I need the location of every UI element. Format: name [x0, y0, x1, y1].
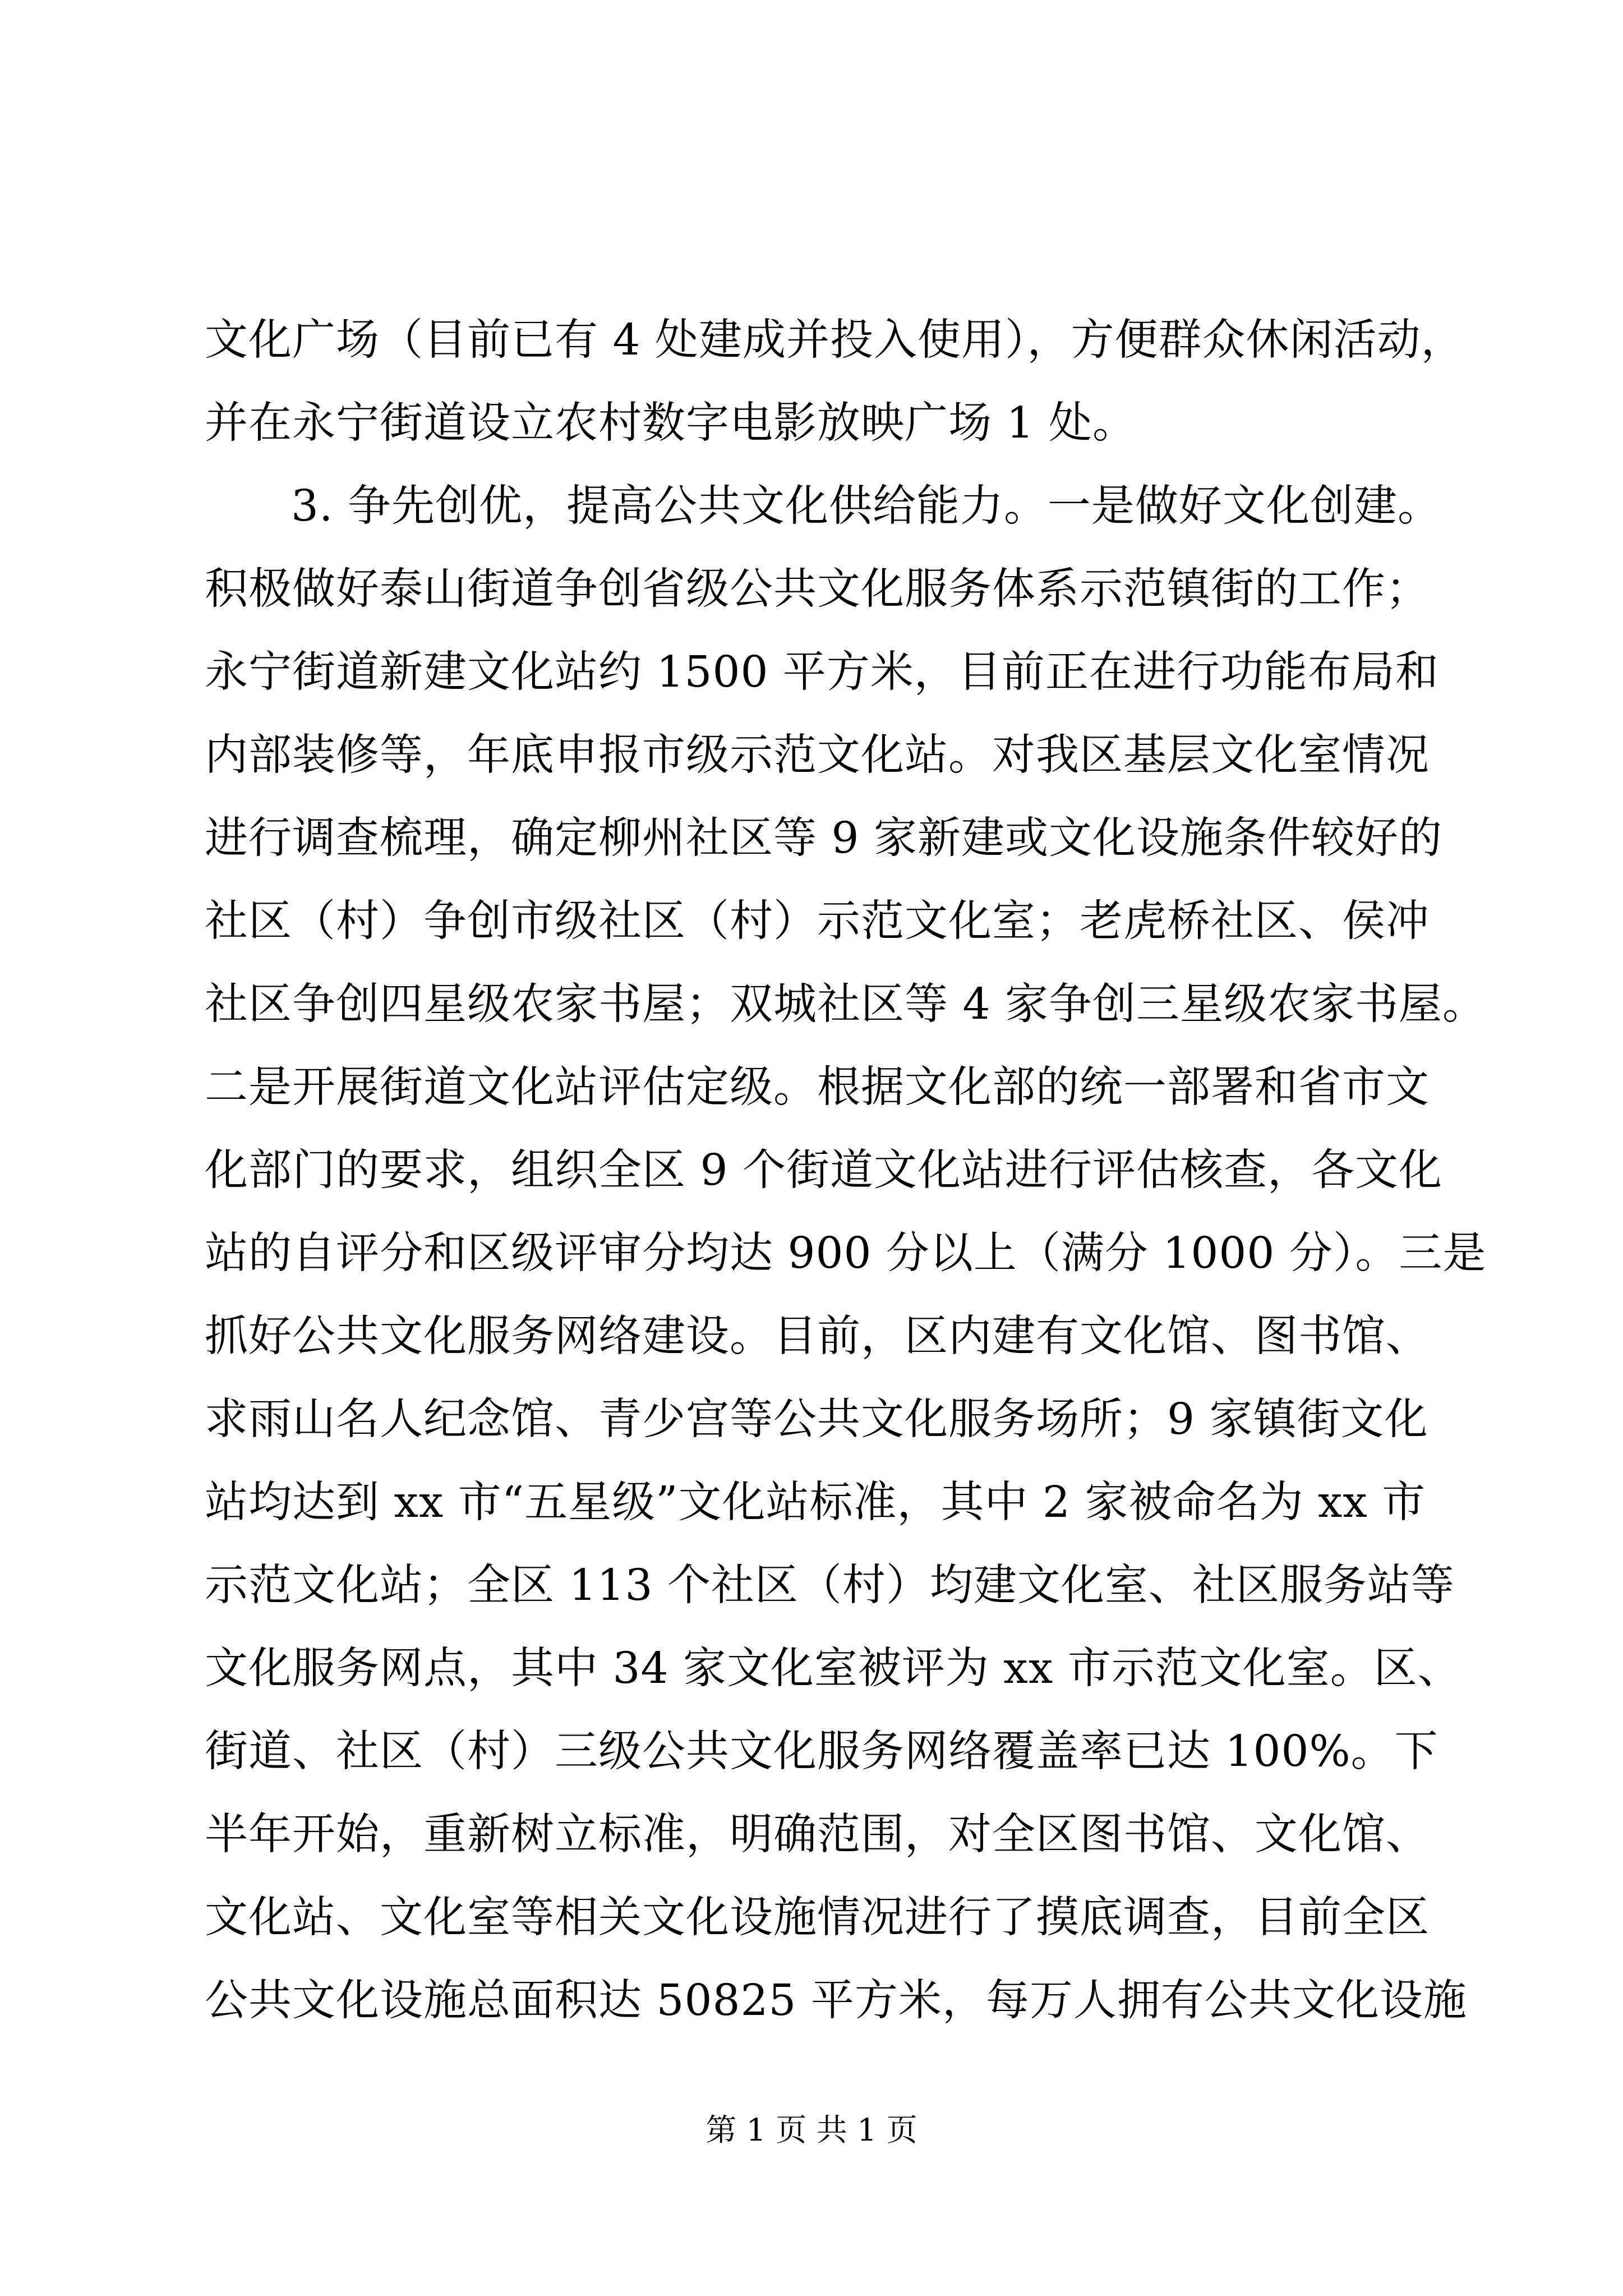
text-line: 二是开展街道文化站评估定级。根据文化部的统一部署和省市文 — [205, 1062, 1430, 1112]
text-line: 内部装修等，年底申报市级示范文化站。对我区基层文化室情况 — [205, 730, 1430, 780]
text-line: 站均达到 xx 市“五星级”文化站标准，其中 2 家被命名为 xx 市 — [205, 1478, 1426, 1527]
text-line: 化部门的要求，组织全区 9 个街道文化站进行评估核查，各文化 — [205, 1145, 1442, 1195]
text-line: 街道、社区（村）三级公共文化服务网络覆盖率已达 100%。下 — [205, 1727, 1438, 1777]
text-line: 并在永宁街道设立农村数字电影放映广场 1 处。 — [205, 398, 1136, 448]
text-line: 3. 争先创优，提高公共文化供给能力。一是做好文化创建。 — [291, 481, 1441, 531]
page-number-footer: 第 1 页 共 1 页 — [706, 2112, 917, 2148]
text-line: 文化站、文化室等相关文化设施情况进行了摸底调查，目前全区 — [205, 1893, 1430, 1943]
text-line: 抓好公共文化服务网络建设。目前，区内建有文化馆、图书馆、 — [205, 1312, 1430, 1361]
text-line: 社区争创四星级农家书屋；双城社区等 4 家争创三星级农家书屋。 — [205, 979, 1486, 1029]
text-line: 文化服务网点，其中 34 家文化室被评为 xx 市示范文化室。区、 — [205, 1644, 1461, 1694]
text-line: 进行调查梳理，确定柳州社区等 9 家新建或文化设施条件较好的 — [205, 813, 1442, 863]
text-line: 积极做好泰山街道争创省级公共文化服务体系示范镇街的工作； — [205, 564, 1430, 614]
text-line: 半年开始，重新树立标准，明确范围，对全区图书馆、文化馆、 — [205, 1810, 1430, 1860]
text-line: 社区（村）争创市级社区（村）示范文化室；老虎桥社区、侯冲 — [205, 896, 1430, 946]
text-line: 示范文化站；全区 113 个社区（村）均建文化室、社区服务站等 — [205, 1561, 1455, 1611]
text-line: 永宁街道新建文化站约 1500 平方米，目前正在进行功能布局和 — [205, 647, 1439, 697]
text-line: 站的自评分和区级评审分均达 900 分以上（满分 1000 分）。三是 — [205, 1228, 1487, 1278]
text-line: 公共文化设施总面积达 50825 平方米，每万人拥有公共文化设施 — [205, 1976, 1467, 2026]
text-line: 文化广场（目前已有 4 处建成并投入使用），方便群众休闲活动， — [205, 315, 1465, 365]
text-line: 求雨山名人纪念馆、青少宫等公共文化服务场所；9 家镇街文化 — [205, 1395, 1428, 1444]
